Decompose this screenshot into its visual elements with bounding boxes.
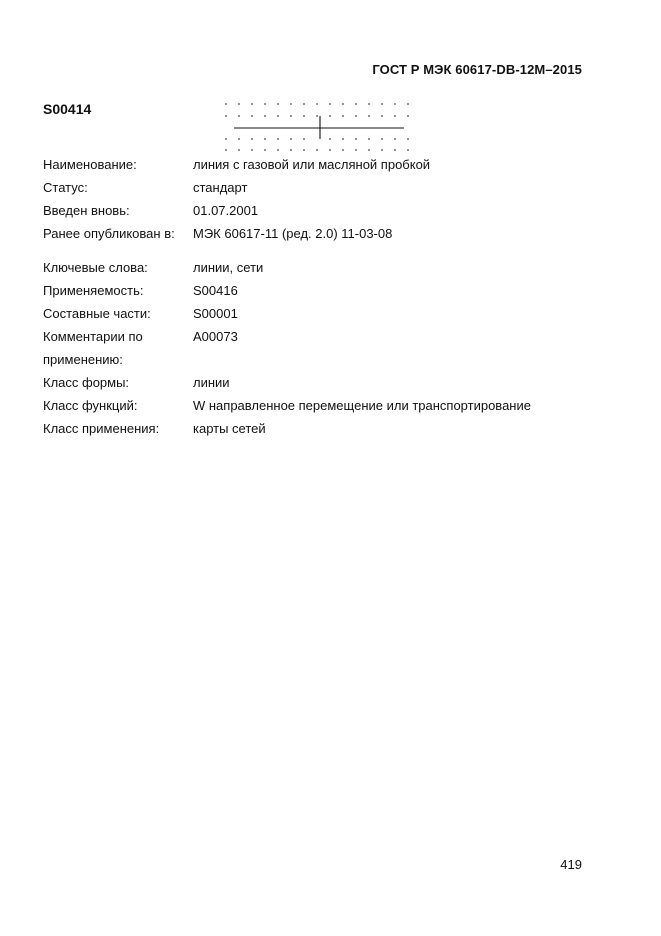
field-value: линии, сети xyxy=(193,260,264,275)
symbol-attributes xyxy=(43,153,603,440)
field-label: Класс функций: xyxy=(43,398,138,413)
field-value: линии xyxy=(193,375,230,390)
field-label: Ключевые слова: xyxy=(43,260,148,275)
field-label: Класс применения: xyxy=(43,421,160,436)
section-spacer xyxy=(43,245,603,256)
field-label: Применяемость: xyxy=(43,283,144,298)
field-value: МЭК 60617-11 (ред. 2.0) 11-03-08 xyxy=(193,226,393,241)
field-label: применению: xyxy=(43,352,123,367)
field-value: 01.07.2001 xyxy=(193,203,259,218)
field-label: Комментарии по xyxy=(43,329,143,344)
field-value: S00416 xyxy=(193,283,238,298)
grid-dots xyxy=(225,103,409,151)
field-row-application-notes xyxy=(43,325,603,348)
pipe-line-with-gas-or-oil-stop-icon xyxy=(218,98,418,154)
field-label: Ранее опубликован в: xyxy=(43,226,175,241)
page-number: 419 xyxy=(560,857,582,872)
field-row-shape-class xyxy=(43,371,603,394)
field-row-application-class xyxy=(43,417,603,440)
field-row-keywords xyxy=(43,256,603,279)
field-value: стандарт xyxy=(193,180,248,195)
field-value: A00073 xyxy=(193,329,238,344)
field-label: Статус: xyxy=(43,180,88,195)
symbol-code: S00414 xyxy=(43,101,92,117)
field-row-applicability xyxy=(43,279,603,302)
field-row-function-class xyxy=(43,394,603,417)
field-value: W направленное перемещение или транспортирование xyxy=(193,398,531,413)
field-label: Введен вновь: xyxy=(43,203,130,218)
field-row-status xyxy=(43,176,603,199)
field-value: S00001 xyxy=(193,306,238,321)
field-value: карты сетей xyxy=(193,421,266,436)
field-row-application-notes-cont xyxy=(43,348,603,371)
standard-title: ГОСТ Р МЭК 60617-DB-12M–2015 xyxy=(372,62,582,77)
field-value: линия с газовой или масляной пробкой xyxy=(193,157,431,172)
field-label: Наименование: xyxy=(43,157,137,172)
field-row-components xyxy=(43,302,603,325)
field-label: Класс формы: xyxy=(43,375,130,390)
field-row-name xyxy=(43,153,603,176)
field-label: Составные части: xyxy=(43,306,151,321)
field-row-introduced xyxy=(43,199,603,222)
field-row-previously-published xyxy=(43,222,603,245)
